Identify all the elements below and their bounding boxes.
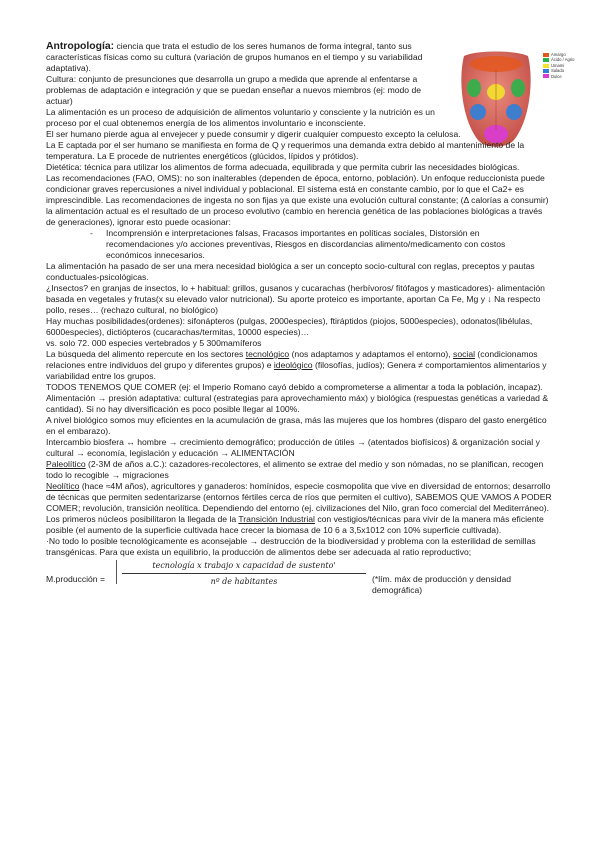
formula-fraction bbox=[120, 560, 368, 587]
paragraph-ordenes: Hay muchas posibilidades(ordenes): sifonápteros (pulgas, 2000especies), ftiráptidos (piojos, 5000especies), odonatos(libélulas, 6000especies), dictiópteros (cucarachas/termitas, 10000 especies)… bbox=[46, 316, 533, 337]
paragraph-evolutivo: la alimentación actual es el resultado de un proceso evolutivo (cambio en herencia genética de las poblaciones biológicas a través de generaciones), ignorar esto puede ocasionar: bbox=[46, 206, 543, 227]
text-span: (condicionamos relaciones entre individuos del grupo y diferentes grupos) e bbox=[46, 349, 538, 370]
list-dash: - bbox=[90, 228, 93, 238]
term-paleolitico: Paleolítico bbox=[46, 459, 86, 469]
term-antropologia: Antropología: bbox=[46, 41, 115, 52]
legend-label: Salado bbox=[551, 68, 565, 74]
paragraph-grasa: A nivel biológico somos muy eficientes en la acumulación de grasa, más las mujeres que los hombres (disparo del gasto energético en el embarazo). bbox=[46, 415, 547, 436]
legend-label: Amargo bbox=[551, 52, 566, 57]
legend-label: Umami bbox=[551, 62, 565, 68]
paragraph-presion-adaptativa: Alimentación → presión adaptativa: cultural (estrategias para aprovechamiento máx) y biológica (respuestas genéticas a variedad & cantidad). Si no hay diversificación es poco posible llegar al 100%. bbox=[46, 393, 549, 414]
text-span: (nos adaptamos y adaptamos el entorno), bbox=[289, 349, 454, 359]
paragraph-alimentacion: La alimentación es un proceso de adquisición de alimentos voluntario y consciente y la nutrición es un proceso por el cual obtenemos energía de los alimentos involuntario e inconsciente. bbox=[46, 107, 435, 128]
paragraph-todos-comer: TODOS TENEMOS QUE COMER (ej: el Imperio Romano cayó debido a comprometerse a alimentar a toda la población, incapaz). bbox=[46, 382, 543, 392]
term-neolitico: Neolítico bbox=[46, 481, 80, 491]
text-span: (filosofías, judíos); Genera ≠ comportamientos alimentarios y variabilidad entre los grupos. bbox=[46, 360, 547, 381]
paragraph-neolitico bbox=[46, 481, 554, 536]
legend-label: Ácido / Agrio bbox=[551, 57, 575, 63]
paragraph-vertebrados: vs. solo 72. 000 especies vertebrados y 5 300mamíferos bbox=[46, 338, 262, 348]
paragraph-energia: La E captada por el ser humano se manifiesta en forma de Q y requerimos una demanda extra debido al mantenimiento de la temperatura. La E procede de nutrientes energéticos (glúcidos, lípidos y prótidos). bbox=[46, 140, 525, 161]
list-item bbox=[46, 228, 554, 261]
term-ideologico: ideológico bbox=[273, 360, 313, 370]
formula-label: M.producción = bbox=[46, 574, 105, 584]
paragraph-insectos: ¿Insectos? en granjas de insectos, lo + habitual: grillos, gusanos y cucarachas (herbívoros/ fitófagos y masticadores)- alimentación basada en vegetales y frutas(x su elevado valor nutricional). Su aporte proteico es importante, aportan Ca Fe, Mg y ↓ Na respecto pollo, reses… (rechazo cultural, no biológico) bbox=[46, 283, 545, 315]
formula-numerator: tecnología x trabajo x capacidad de sustento' bbox=[152, 561, 336, 570]
formula-note: (*lím. máx de producción y densidad demográfica) bbox=[372, 574, 512, 595]
term-transicion-industrial: Transición Industrial bbox=[238, 514, 315, 524]
consequences-list bbox=[46, 228, 554, 261]
paragraph-intercambio: Intercambio biosfera ↔ hombre → crecimiento demográfico; producción de útiles → (atentados biofísicos) & organización social y cultural → economía, legislación y educación → ALIMENTACIÓN bbox=[46, 437, 540, 458]
paragraph-dietetica: Dietética: técnica para utilizar los alimentos de forma adecuada, equilibrada y que permita cubrir las necesidades biológicas. bbox=[46, 162, 520, 172]
list-item-text: Incomprensión e interpretaciones falsas, Fracasos importantes en políticas sociales, Distorsión en recomendaciones y/o acciones preventivas, Riesgos en discordancias alimento/medicamento con costos económicos innecesarios. bbox=[106, 228, 506, 260]
paragraph-recomendaciones: Las recomendaciones (FAO, OMS): no son inalterables (dependen de época, entorno, población). Un enfoque reduccionista puede condicionar graves repercusiones a nivel individual y poblacional. El sistema está en constante cambio, por lo que el Ca2+ es imprescindible. Las recomendaciones de ingesta no son fijas ya que existe una evolución cultural constante; (Δ calorías a consumir) bbox=[46, 173, 549, 205]
term-tecnologico: tecnológico bbox=[245, 349, 290, 359]
paragraph-sociocultural: La alimentación ha pasado de ser una mera necesidad biológica a ser un concepto socio-cultural con reglas, preceptos y pautas conductuales-psicológicas. bbox=[46, 261, 535, 282]
text-span: (hace ≈4M años), agricultores y ganaderos: homínidos, especie cosmopolita que vive en diversidad de entornos; desarrollo de técnicas que permiten sedentarizarse (entornos fértiles cerca de ríos que permiten el cultivo), SABEMOS QUE VAMOS A PODER COMER; revolución, transición neolítica. Dependiendo del entorno (ej. civilizaciones del Nilo, gran foco comercial del Mediterráneo). Los primeros núcleos posibilitaron la llegada de la bbox=[46, 481, 552, 524]
text-span: con vestigios/técnicas para vivir de la manera más eficiente posible (el aumento de la superficie cultivada hace crecer la biomasa de 10 6 a 3,5x1012 con 10% superficie cultivada). bbox=[46, 514, 544, 535]
formula-denominator: nº de habitantes bbox=[210, 577, 278, 586]
legend-label: Dulce bbox=[551, 73, 562, 79]
document-body bbox=[46, 41, 554, 595]
paragraph-biodiversidad: ·No todo lo posible tecnológicamente es aconsejable → destrucción de la biodiversidad y problema con la esterilidad de semillas transgénicas. Para que exista un equilibrio, la producción de alimentos debe ser adecuada al ratio reproductivo; bbox=[46, 536, 536, 557]
term-social: social bbox=[453, 349, 476, 359]
paragraph-paleolitico bbox=[46, 459, 554, 481]
text-span: La búsqueda del alimento repercute en los sectores bbox=[46, 349, 246, 359]
formula-produccion bbox=[46, 560, 554, 595]
paragraph-sectores bbox=[46, 349, 554, 382]
paragraph-antropologia bbox=[46, 41, 448, 74]
text-span: (2-3M de años a.C.): cazadores-recolectores, el alimento se extrae del medio y son nómadas, no se planifican, recogen todo lo recogible → migraciones bbox=[46, 459, 544, 480]
definition-antropologia: ciencia que trata el estudio de los seres humanos de forma integral, tanto sus características físicas como su cultura (variación de grupos humanos en el tiempo y su variabilidad adaptativa). bbox=[46, 41, 423, 73]
paragraph-cultura: Cultura: conjunto de presunciones que desarrolla un grupo a medida que aprende al enfentarse a problemas de adaptación e integración y que se puedan enseñar a nuevos miembros (ej: modo de actuar) bbox=[46, 74, 422, 106]
paragraph-agua: El ser humano pierde agua al envejecer y puede consumir y digerir cualquier compuesto excepto la celulosa. bbox=[46, 129, 461, 139]
